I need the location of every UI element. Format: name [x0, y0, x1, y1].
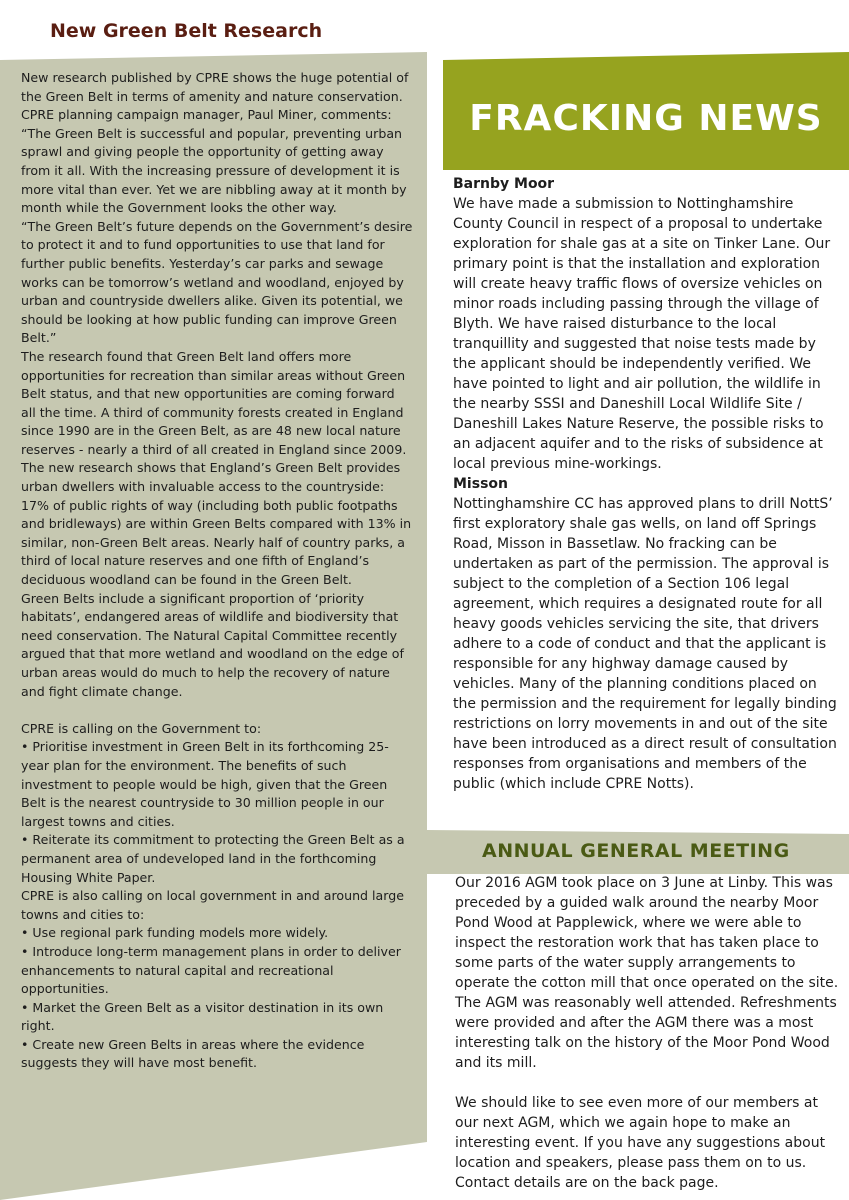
article-paragraph: “The Green Belt’s future depends on the Government’s desire to protect it and to fund opportunities to use that land for further public benefits. Yesterday’s car parks and sewage works can be tomorrow’s wetland and woodland, enjoyed by urban and countryside dwellers alike. Given its potential, we should be looking at how public funding can improve Green Belt.”: [21, 218, 413, 346]
barnby-heading: Barnby Moor: [453, 176, 555, 192]
article-bullet: • Reiterate its commitment to protecting the Green Belt as a permanent area of undeveloped land in the forthcoming Housing White Paper.: [21, 832, 405, 885]
article-bullet: • Market the Green Belt as a visitor destination in its own right.: [21, 999, 384, 1034]
article-bullet: • Prioritise investment in Green Belt in its forthcoming 25-year plan for the environment. The benefits of such investment to people would be high, given that the Green Belt is the nearest countryside to 30 million people in our largest towns and cities.: [21, 739, 389, 829]
fracking-title: FRACKING NEWS: [469, 98, 823, 139]
misson-text: Nottinghamshire CC has approved plans to drill NottS’ first exploratory shale gas wells, on land off Springs Road, Misson in Bassetlaw. No fracking can be undertaken as part of the permission. The approval is subject to the completion of a Section 106 legal agreement, which requires a designated route for all heavy goods vehicles servicing the site, that drivers adhere to a code of conduct and that the applicant is responsible for any highway damage caused by vehicles. Many of the planning conditions placed on the permission and the requirement for legally binding restrictions on lorry movements in and out of the site have been introduced as a direct result of consultation responses from organisations and members of the public (which include CPRE Notts).: [453, 496, 837, 792]
barnby-text: We have made a submission to Nottinghamshire County Council in respect of a proposal to undertake exploration for shale gas at a site on Tinker Lane. Our primary point is that the installation and exploration will create heavy traffic flows of oversize vehicles on minor roads including passing through the village of Blyth. We have raised disturbance to the local tranquillity and suggested that noise tests made by the applicant should be independently verified. We have pointed to light and air pollution, the wildlife in the nearby SSSI and Daneshill Local Wildlife Site / Daneshill Lakes Nature Reserve, the possible risks to an adjacent aquifer and to the risks of subsidence at local previous mine-workings.: [453, 196, 831, 472]
article-paragraph: Green Belts include a significant proportion of ‘priority habitats’, endangered areas of wildlife and biodiversity that need conservation. The Natural Capital Committee recently argued that that more wetland and woodland on the edge of urban areas would do much to help the recovery of nature and fight climate change.: [21, 590, 404, 699]
article-paragraph: The research found that Green Belt land offers more opportunities for recreation than similar areas without Green Belt status, and that new opportunities are coming forward all the time. A third of community forests created in England since 1990 are in the Green Belt, as are 48 new local nature reserves - nearly a third of all created in England since 2009.: [21, 348, 407, 457]
green-belt-article: [21, 69, 413, 1073]
agm-paragraph: Our 2016 AGM took place on 3 June at Linby. This was preceded by a guided walk around the nearby Moor Pond Wood at Papplewick, where we were able to inspect the restoration work that has taken place to some parts of the water supply arrangements to operate the cotton mill that once operated on the site. The AGM was reasonably well attended. Refreshments were provided and after the AGM there was a most interesting talk on the history of the Moor Pond Wood and its mill.: [455, 875, 839, 1071]
article-paragraph: New research published by CPRE shows the huge potential of the Green Belt in terms of amenity and nature conservation. CPRE planning campaign manager, Paul Miner, comments:: [21, 70, 409, 123]
article-bullet: • Use regional park funding models more widely.: [21, 925, 329, 941]
misson-heading: Misson: [453, 476, 508, 492]
green-belt-title: New Green Belt Research: [50, 20, 323, 42]
article-paragraph: The new research shows that England’s Green Belt provides urban dwellers with invaluable access to the countryside: 17% of public rights of way (including both public footpaths and bridleways) are within Green Belts compared with 13% in similar, non-Green Belt areas. Nearly half of country parks, a third of local nature reserves and one fifth of England’s deciduous woodland can be found in the Green Belt.: [21, 460, 412, 588]
agm-title: ANNUAL GENERAL MEETING: [482, 840, 790, 862]
fracking-article: [453, 174, 838, 794]
article-paragraph: CPRE is calling on the Government to:: [21, 720, 262, 736]
article-paragraph: “The Green Belt is successful and popular, preventing urban sprawl and giving people the opportunity of getting away from it all. With the increasing pressure of development it is more vital than ever. Yet we are nibbling away at it month by month while the Government looks the other way.: [21, 125, 407, 216]
agm-article: [455, 873, 840, 1193]
agm-paragraph: We should like to see even more of our members at our next AGM, which we again hope to make an interesting event. If you have any suggestions about location and speakers, please pass them on to us. Contact details are on the back page.: [455, 1095, 826, 1191]
article-bullet: • Introduce long-term management plans in order to deliver enhancements to natural capital and recreational opportunities.: [21, 943, 401, 997]
article-paragraph: CPRE is also calling on local government in and around large towns and cities to:: [21, 888, 404, 922]
article-bullet: • Create new Green Belts in areas where the evidence suggests they will have most benefit.: [21, 1036, 365, 1071]
